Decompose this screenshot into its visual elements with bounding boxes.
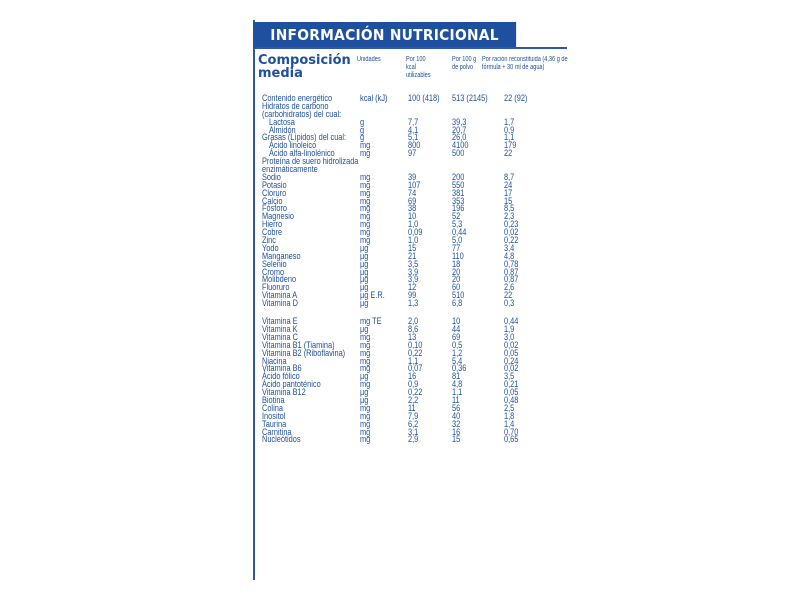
- col-per100kcal-header: Por 100 kcal utilizables: [406, 56, 431, 79]
- value-per-serving: 0,78: [504, 258, 519, 269]
- nutrient-name: Vitamina A: [262, 290, 298, 301]
- value-per-serving: 0,9: [504, 124, 515, 135]
- value-per-100g: 353: [452, 195, 465, 206]
- value-per-serving: 0,3: [504, 298, 515, 309]
- value-per-serving: 0,22: [504, 235, 519, 246]
- value-per-serving: 0,70: [504, 426, 519, 437]
- header-divider: [255, 47, 567, 49]
- nutrient-unit: g: [360, 132, 365, 143]
- value-per-serving: 0,02: [504, 363, 519, 374]
- value-per-100kcal: 8,6: [408, 323, 419, 334]
- nutrient-unit: mg: [360, 219, 371, 230]
- nutrient-unit: mg: [360, 227, 371, 238]
- value-per-serving: 15: [504, 195, 513, 206]
- nutrient-name: Grasas (Lípidos) del cual:: [262, 132, 347, 143]
- nutrient-unit: mg TE: [360, 316, 382, 327]
- value-per-100g: 5,3: [452, 219, 463, 230]
- nutrient-name: Niacina: [262, 355, 287, 366]
- nutrient-unit: µg E.R.: [360, 290, 385, 301]
- value-per-100g: 0,44: [452, 227, 467, 238]
- value-per-serving: 2,5: [504, 402, 515, 413]
- nutrient-unit: mg: [360, 211, 371, 222]
- nutrient-unit: mg: [360, 355, 371, 366]
- nutrient-name: Fluoruro: [262, 282, 290, 293]
- value-per-100g: 1,2: [452, 347, 463, 358]
- value-per-serving: 0,65: [504, 434, 519, 445]
- nutrient-name: Biotina: [262, 394, 285, 405]
- nutrient-name: Yodo: [262, 242, 279, 253]
- value-per-100kcal: 2,9: [408, 434, 419, 445]
- value-per-100g: 500: [452, 148, 465, 159]
- nutrient-name: Hierro: [262, 219, 283, 230]
- value-per-100g: 200: [452, 171, 465, 182]
- nutrient-unit: mg: [360, 434, 371, 445]
- composition-header: Composición media: [258, 53, 351, 81]
- value-per-100g: 513 (2145): [452, 93, 488, 103]
- value-per-serving: 1,4: [504, 418, 515, 429]
- nutrient-unit: mg: [360, 235, 371, 246]
- nutrient-unit: g: [360, 116, 365, 127]
- value-per-100kcal: 0,09: [408, 227, 423, 238]
- value-per-serving: 1,1: [504, 132, 515, 143]
- value-per-100kcal: 21: [408, 250, 417, 261]
- value-per-100kcal: 1,1: [408, 355, 419, 366]
- units-header: Unidades: [357, 56, 381, 63]
- value-per-100g: 10: [452, 316, 461, 327]
- value-per-serving: 22: [504, 290, 513, 301]
- value-per-serving: 3,5: [504, 371, 515, 382]
- nutrient-unit: mg: [360, 203, 371, 214]
- nutrient-name: Proteína de suero hidrolizada: [262, 156, 359, 167]
- nutrient-name: Magnesio: [262, 211, 295, 222]
- value-per-100g: 510: [452, 290, 465, 301]
- value-per-100g: 56: [452, 402, 461, 413]
- value-per-100kcal: 3,5: [408, 258, 419, 269]
- value-per-100g: 6,8: [452, 298, 463, 309]
- value-per-100g: 52: [452, 211, 461, 222]
- value-per-100g: 81: [452, 371, 461, 382]
- value-per-serving: 0,44: [504, 316, 519, 327]
- value-per-100g: 15: [452, 434, 461, 445]
- value-per-serving: 3,4: [504, 242, 515, 253]
- value-per-100g: 20,7: [452, 124, 467, 135]
- nutrient-name: Hidratos de carbono: [262, 100, 329, 111]
- value-per-100g: 5,0: [452, 235, 463, 246]
- value-per-serving: 1,8: [504, 410, 515, 421]
- nutrient-unit: mg: [360, 347, 371, 358]
- nutrient-name: Fósforo: [262, 203, 288, 214]
- value-per-serving: 0,87: [504, 274, 519, 285]
- value-per-serving: 179: [504, 140, 517, 151]
- value-per-100kcal: 38: [408, 203, 417, 214]
- nutrient-name: Carnitina: [262, 426, 292, 437]
- value-per-100kcal: 0,10: [408, 339, 423, 350]
- value-per-100kcal: 10: [408, 211, 417, 222]
- value-per-100g: 550: [452, 179, 465, 190]
- nutrient-unit: µg: [360, 323, 369, 334]
- value-per-serving: 2,6: [504, 282, 515, 293]
- nutrient-name: Selenio: [262, 258, 287, 269]
- nutrient-name: Ácido fólico: [262, 371, 300, 382]
- value-per-100kcal: 74: [408, 187, 417, 198]
- nutrient-unit: µg: [360, 274, 369, 285]
- value-per-100g: 69: [452, 331, 461, 342]
- nutrient-name: Vitamina D: [262, 298, 298, 309]
- nutrient-name: Vitamina E: [262, 316, 298, 327]
- value-per-serving: 0,02: [504, 339, 519, 350]
- nutrient-name: Colina: [262, 402, 283, 413]
- nutrient-name: Manganeso: [262, 250, 301, 261]
- value-per-100g: 381: [452, 187, 465, 198]
- value-per-100kcal: 107: [408, 179, 421, 190]
- value-per-100g: 0,36: [452, 363, 467, 374]
- value-per-serving: 3,0: [504, 331, 515, 342]
- value-per-100g: 26,0: [452, 132, 467, 143]
- value-per-100g: 32: [452, 418, 461, 429]
- value-per-serving: 0,21: [504, 379, 519, 390]
- value-per-100g: 110: [452, 250, 464, 261]
- value-per-100kcal: 13: [408, 331, 417, 342]
- nutrient-unit: mg: [360, 339, 371, 350]
- value-per-100g: 44: [452, 323, 461, 334]
- value-per-100g: 4,8: [452, 379, 463, 390]
- nutrient-unit: g: [360, 124, 365, 135]
- nutrient-unit: mg: [360, 331, 371, 342]
- value-per-100kcal: 3,9: [408, 266, 419, 277]
- nutrient-unit: µg: [360, 242, 369, 253]
- nutrient-unit: µg: [360, 387, 369, 398]
- nutrient-name: Nucleótidos: [262, 434, 301, 445]
- nutrient-unit: mg: [360, 418, 371, 429]
- value-per-100g: 16: [452, 426, 461, 437]
- value-per-100g: 39,3: [452, 116, 467, 127]
- nutrient-name: Almidón: [269, 124, 296, 135]
- value-per-100kcal: 3,1: [408, 426, 419, 437]
- value-per-100kcal: 12: [408, 282, 417, 293]
- nutrient-unit: µg: [360, 266, 369, 277]
- nutrient-unit: µg: [360, 394, 369, 405]
- value-per-serving: 2,3: [504, 211, 515, 222]
- nutrient-unit: mg: [360, 363, 371, 374]
- value-per-serving: 8,7: [504, 171, 515, 182]
- value-per-100kcal: 69: [408, 195, 417, 206]
- nutrient-unit: mg: [360, 426, 371, 437]
- value-per-100kcal: 3,9: [408, 274, 419, 285]
- value-per-100kcal: 0,9: [408, 379, 419, 390]
- value-per-100g: 20: [452, 274, 461, 285]
- nutrient-name: Vitamina B12: [262, 387, 306, 398]
- nutrient-name: Cromo: [262, 266, 285, 277]
- value-per-100kcal: 2,2: [408, 394, 419, 405]
- value-per-serving: 1,7: [504, 116, 515, 127]
- value-per-serving: 22: [504, 148, 513, 159]
- nutrient-name: Vitamina B6: [262, 363, 302, 374]
- value-per-100g: 11: [452, 394, 460, 405]
- value-per-serving: 0,48: [504, 394, 519, 405]
- value-per-serving: 1,9: [504, 323, 515, 334]
- nutrient-unit: µg: [360, 258, 369, 269]
- nutrient-name: (carbohidratos) del cual:: [262, 108, 342, 119]
- value-per-serving: 4,8: [504, 250, 515, 261]
- nutrient-unit: µg: [360, 282, 369, 293]
- nutrient-name: Vitamina B2 (Riboflavina): [262, 347, 346, 358]
- nutrient-unit: mg: [360, 179, 371, 190]
- nutrient-table: [262, 94, 562, 443]
- value-per-serving: 0,24: [504, 355, 519, 366]
- value-per-100kcal: 15: [408, 242, 417, 253]
- value-per-100kcal: 1,3: [408, 298, 419, 309]
- value-per-100kcal: 1,0: [408, 235, 419, 246]
- nutrient-unit: mg: [360, 171, 371, 182]
- value-per-serving: 0,23: [504, 219, 519, 230]
- nutrient-name: Ácido pantoténico: [262, 379, 321, 390]
- nutrient-name: Contenido energético: [262, 93, 333, 103]
- value-per-100kcal: 5,1: [408, 132, 419, 143]
- value-per-100g: 40: [452, 410, 461, 421]
- value-per-serving: 17: [504, 187, 513, 198]
- nutrient-name: Taurina: [262, 418, 287, 429]
- value-per-100g: 0,5: [452, 339, 463, 350]
- nutrient-name: Zinc: [262, 235, 276, 246]
- title-banner: [253, 22, 516, 48]
- value-per-100g: 4100: [452, 140, 469, 151]
- nutrient-name: Sodio: [262, 171, 281, 182]
- value-per-100kcal: 1,0: [408, 219, 419, 230]
- nutrient-unit: mg: [360, 187, 371, 198]
- value-per-100g: 20: [452, 266, 461, 277]
- value-per-100kcal: 100 (418): [408, 93, 440, 103]
- nutrient-row: [262, 435, 562, 443]
- page-title: INFORMACIÓN NUTRICIONAL: [270, 26, 499, 44]
- value-per-100kcal: 800: [408, 140, 421, 151]
- nutrient-row: [262, 299, 562, 307]
- value-per-100kcal: 39: [408, 171, 417, 182]
- value-per-100kcal: 0,07: [408, 363, 423, 374]
- col-per100g-header: Por 100 g de polvo: [452, 56, 477, 71]
- value-per-100kcal: 2,0: [408, 316, 419, 327]
- value-per-serving: 0,05: [504, 347, 519, 358]
- nutrient-name: Molibdeno: [262, 274, 297, 285]
- nutrient-unit: kcal (kJ): [360, 93, 388, 103]
- nutrient-name: Inositol: [262, 410, 286, 421]
- nutrient-unit: µg: [360, 371, 369, 382]
- nutrient-unit: mg: [360, 140, 371, 151]
- nutrient-unit: µg: [360, 298, 369, 309]
- nutrient-unit: mg: [360, 410, 371, 421]
- value-per-100g: 18: [452, 258, 461, 269]
- value-per-100g: 5,4: [452, 355, 463, 366]
- nutrient-unit: mg: [360, 148, 371, 159]
- value-per-100kcal: 0,22: [408, 387, 423, 398]
- value-per-100g: 196: [452, 203, 465, 214]
- value-per-100kcal: 97: [408, 148, 417, 159]
- nutrient-name: Cloruro: [262, 187, 287, 198]
- value-per-100g: 60: [452, 282, 461, 293]
- value-per-100g: 77: [452, 242, 461, 253]
- nutrient-name: Vitamina K: [262, 323, 298, 334]
- nutrient-unit: mg: [360, 379, 371, 390]
- value-per-serving: 8,5: [504, 203, 515, 214]
- nutrient-name: Ácido linoleico: [269, 140, 317, 151]
- value-per-100kcal: 4,1: [408, 124, 419, 135]
- value-per-100g: 1,1: [452, 387, 463, 398]
- nutrient-name: enzimáticamente: [262, 164, 318, 175]
- value-per-100kcal: 7,9: [408, 410, 419, 421]
- nutrient-unit: mg: [360, 195, 371, 206]
- value-per-serving: 0,05: [504, 387, 519, 398]
- nutrient-name: Vitamina C: [262, 331, 298, 342]
- value-per-100kcal: 99: [408, 290, 417, 301]
- nutrient-name: Calcio: [262, 195, 283, 206]
- value-per-100kcal: 11: [408, 402, 416, 413]
- nutrient-name: Potasio: [262, 179, 287, 190]
- nutrient-name: Vitamina B1 (Tiamina): [262, 339, 335, 350]
- value-per-100kcal: 6,2: [408, 418, 419, 429]
- nutrient-name: Lactosa: [269, 116, 295, 127]
- nutrient-unit: mg: [360, 402, 371, 413]
- value-per-100kcal: 7,7: [408, 116, 419, 127]
- value-per-100kcal: 0,22: [408, 347, 423, 358]
- nutrient-name: Ácido alfa-linolénico: [269, 148, 335, 159]
- value-per-serving: 0,87: [504, 266, 519, 277]
- value-per-100kcal: 16: [408, 371, 417, 382]
- value-per-serving: 0,02: [504, 227, 519, 238]
- value-per-serving: 24: [504, 179, 513, 190]
- nutrient-name: Cobre: [262, 227, 283, 238]
- value-per-serving: 22 (92): [504, 93, 528, 103]
- col-per-serving-header: Por ración reconstituida (4,36 g de fórmula + 30 ml de agua): [482, 56, 568, 71]
- nutrient-unit: µg: [360, 250, 369, 261]
